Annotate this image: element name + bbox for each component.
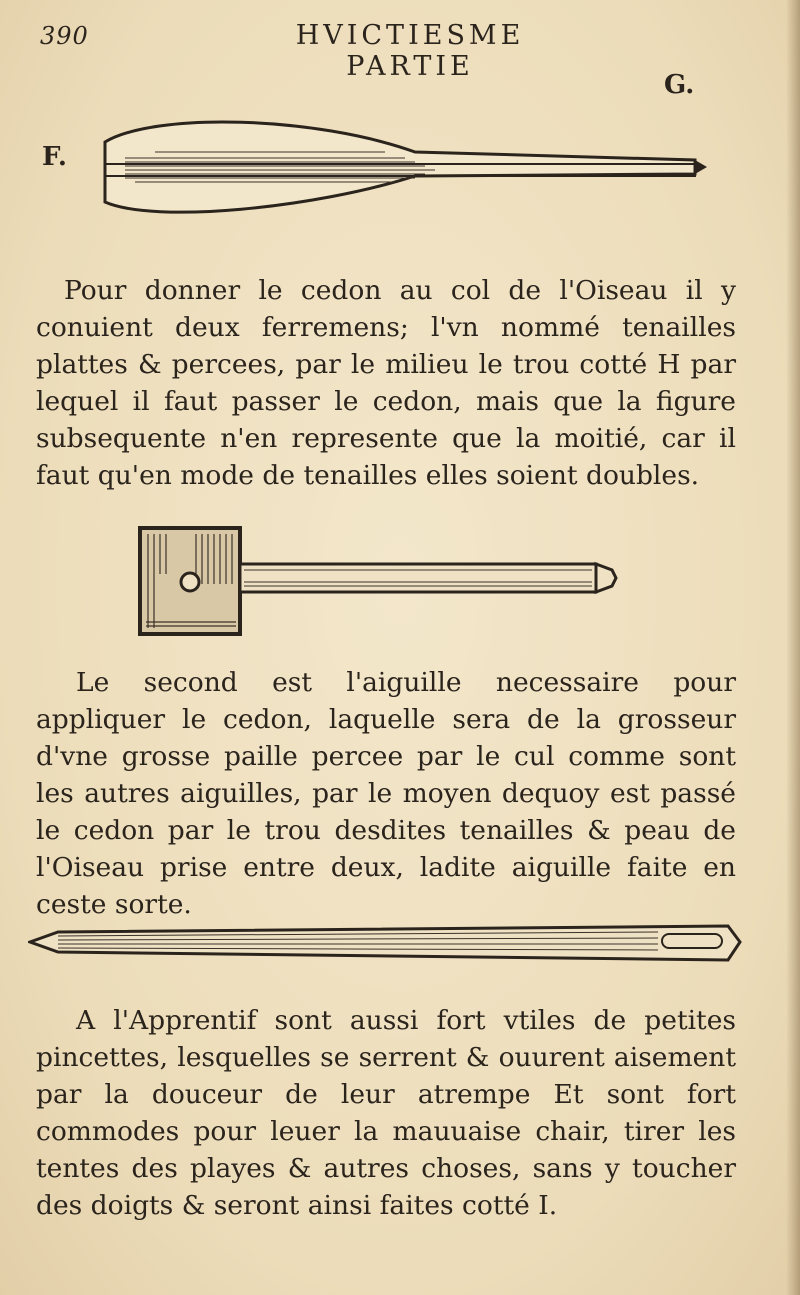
spatula-instrument-figure — [95, 112, 715, 224]
needle-eye — [662, 934, 722, 948]
needle-body — [30, 926, 740, 960]
paragraph-text: Pour donner le cedon au col de l'Oiseau il y conuient deux ferremens; l'vn nommé tenailles plattes & percees, par le milieu le trou cotté H par lequel il faut passer le cedon, mais que la figure subsequente n'en represente que la moitié, car il faut qu'en mode de tenailles elles soient doubles. — [36, 275, 736, 491]
paragraph-pincettes — [36, 1002, 736, 1224]
spatula-blade — [105, 122, 695, 212]
spatula-tip — [695, 160, 707, 174]
tenailles-figure — [136, 524, 622, 640]
paragraph-text: Le second est l'aiguille necessaire pour appliquer le cedon, laquelle sera de la grosseur d'vne grosse paille percee par le cul comme sont les autres aiguilles, par le moyen dequoy est passé le cedon par le trou desdites tenailles & peau de l'Oiseau prise entre deux, ladite aiguille faite en ceste sorte. — [36, 667, 736, 920]
tenailles-arm — [240, 564, 596, 592]
paragraph-aiguille — [36, 664, 736, 923]
paragraph-tenailles — [36, 272, 736, 494]
tenailles-hole — [181, 573, 199, 591]
figure-label-f: F. — [42, 142, 67, 172]
tenailles-tip — [596, 564, 616, 592]
figure-label-g: G. — [664, 70, 695, 100]
page-number: 390 — [40, 22, 89, 50]
paragraph-text: A l'Apprentif sont aussi fort vtiles de petites pincettes, lesquelles se serrent & ouurent aisement par la douceur de leur atrempe Et sont fort commodes pour leuer la mauuaise chair, tirer les tentes des playes & autres choses, sans y toucher des doigts & seront ainsi faites cotté I. — [36, 1005, 736, 1221]
page-gutter-shadow — [786, 0, 800, 1295]
running-title: HVICTIESME PARTIE — [295, 20, 525, 82]
aiguille-figure — [28, 920, 744, 968]
